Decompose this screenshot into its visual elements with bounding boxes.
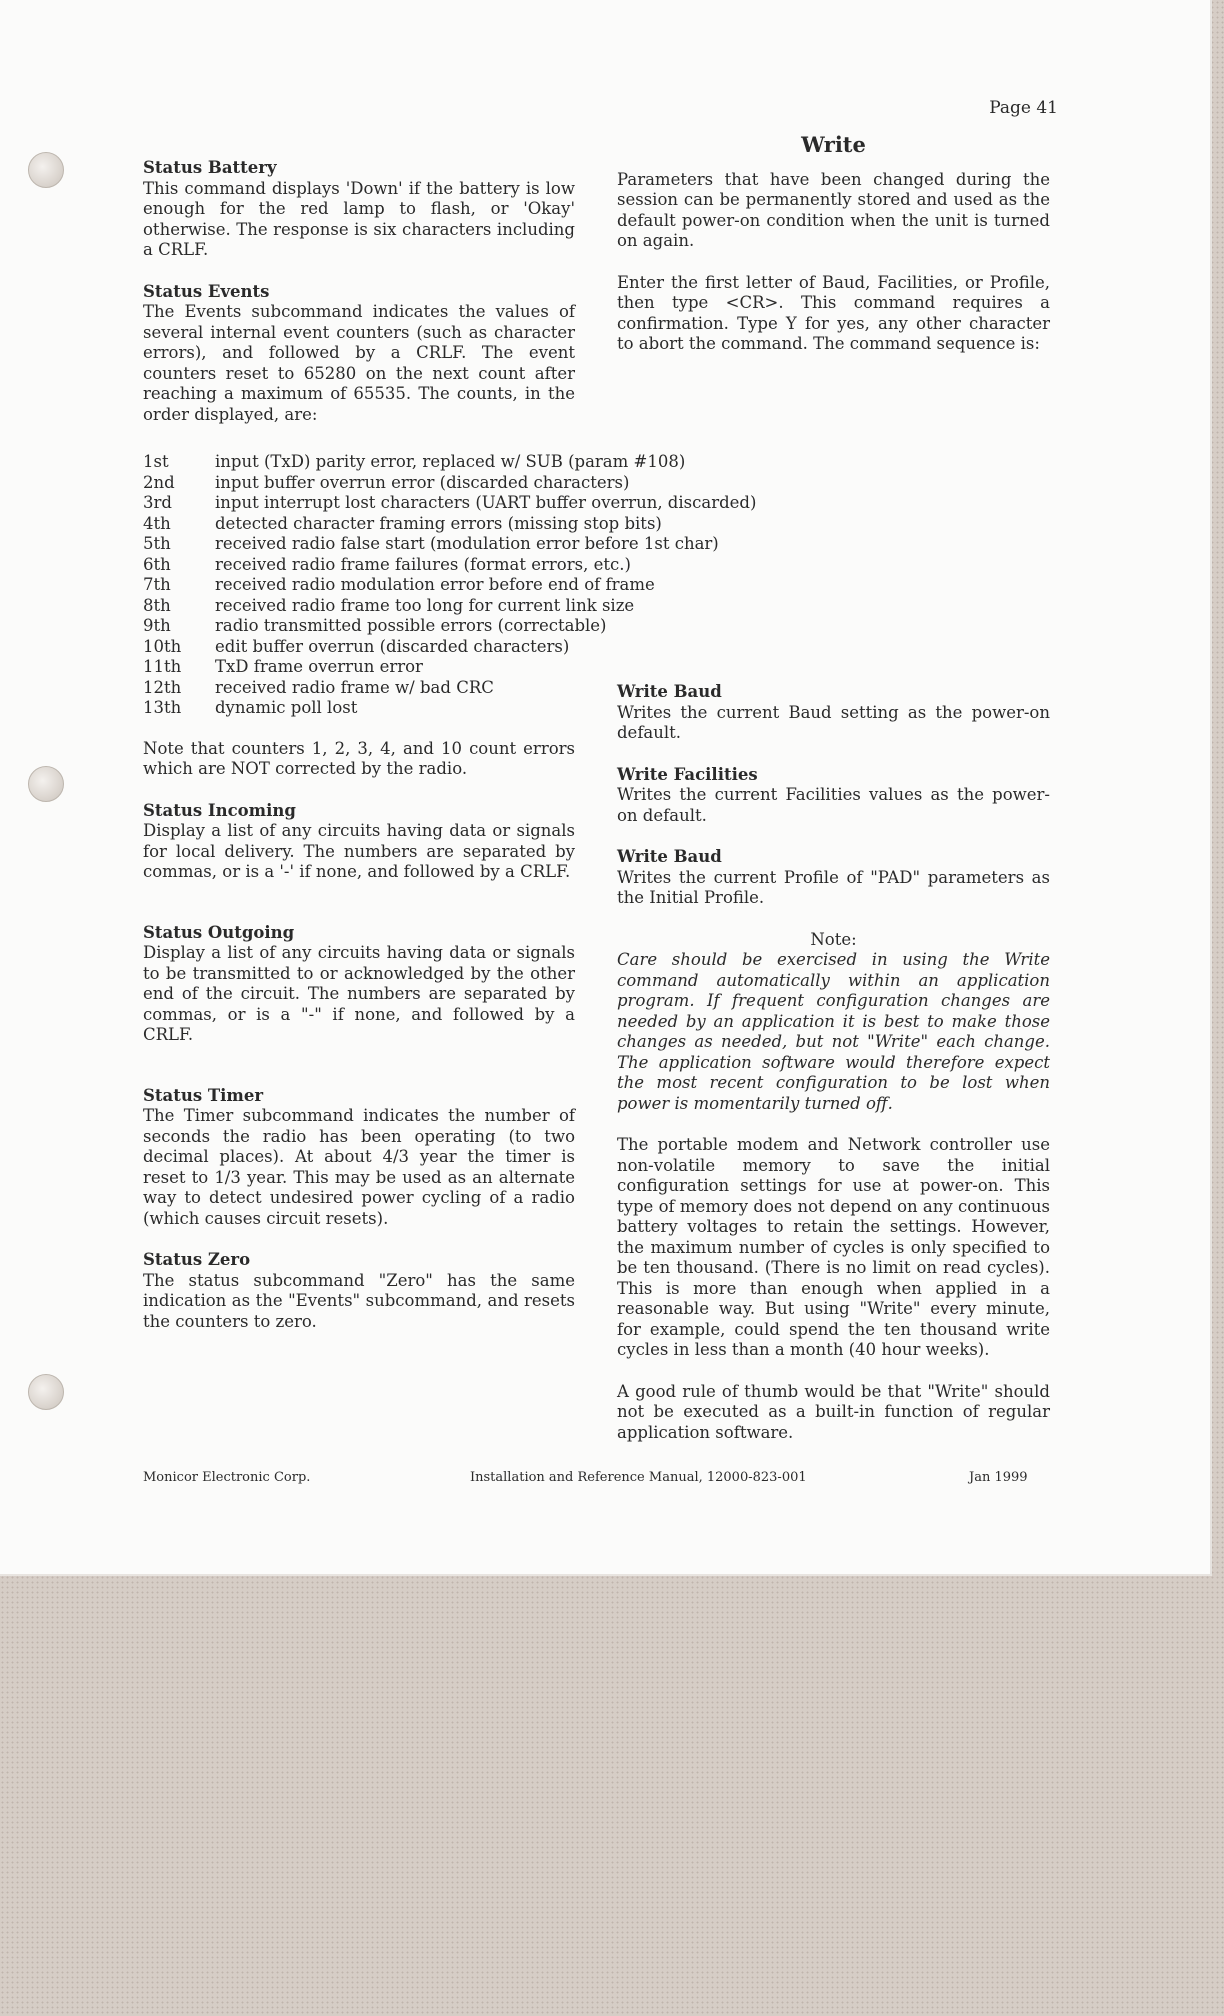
note-text: Care should be exercised in using the Write command automatically within an application program. If frequent configuration changes are needed by an application it is best to make those changes as needed, but not "Write" each change. The application software would therefore expect the most recent configuration to be lost when power is momentarily turned off. [617, 950, 1050, 1113]
list-item-text: input (TxD) parity error, replaced w/ SUB (param #108) [215, 452, 686, 471]
left-lower-column [143, 739, 575, 1333]
status-events-text: The Events subcommand indicates the values of several internal event counters (such as character errors), and followed by a CRLF. The event counters reset to 65280 on the next count after reaching a maximum of 65535. The counts, in the order displayed, are: [143, 302, 575, 424]
footer-date: Jan 1999 [969, 1470, 1028, 1485]
list-item-ordinal: 9th [143, 616, 171, 635]
write-facilities-heading: Write Facilities [617, 764, 758, 784]
status-battery-section [143, 158, 575, 261]
status-incoming-section [143, 801, 575, 883]
list-item [143, 596, 783, 617]
status-events-section [143, 282, 575, 426]
list-item [143, 637, 783, 658]
list-item [143, 514, 783, 535]
list-item [143, 534, 783, 555]
write-instructions: Enter the first letter of Baud, Facilities, or Profile, then type <CR>. This command requires a confirmation. Type Y for yes, any other character to abort the command. The command sequence is: [617, 272, 1050, 353]
left-column [143, 158, 575, 446]
list-item-ordinal: 5th [143, 534, 171, 553]
right-lower-column [617, 682, 1050, 1464]
list-item-text: received radio modulation error before end of frame [215, 575, 655, 594]
list-item [143, 657, 783, 678]
list-item-text: detected character framing errors (missing stop bits) [215, 513, 662, 533]
page-number: Page 41 [989, 98, 1058, 118]
status-events-heading: Status Events [143, 281, 270, 301]
footer-manual: Installation and Reference Manual, 12000-823-001 [470, 1470, 807, 1485]
list-item-ordinal: 11th [143, 657, 182, 676]
list-item-ordinal: 12th [143, 677, 182, 697]
write-facilities-text: Writes the current Facilities values as the power-on default. [617, 785, 1050, 825]
list-item-ordinal: 3rd [143, 493, 172, 512]
note-title: Note: [810, 929, 857, 949]
status-zero-heading: Status Zero [143, 1250, 251, 1269]
list-item-ordinal: 6th [143, 554, 171, 574]
footer-company: Monicor Electronic Corp. [143, 1470, 311, 1485]
list-item-text: received radio frame w/ bad CRC [215, 677, 494, 697]
list-item-text: dynamic poll lost [215, 698, 358, 717]
list-item [143, 555, 783, 576]
list-item-ordinal: 7th [143, 575, 171, 594]
write-baud-text: Writes the current Baud setting as the power-on default. [617, 702, 1050, 742]
status-battery-text: This command displays 'Down' if the battery is low enough for the red lamp to flash, or 'Okay' otherwise. The response is six characters including a CRLF. [143, 178, 575, 259]
list-item [143, 575, 783, 596]
list-item [143, 452, 783, 473]
binder-hole-icon [28, 1374, 64, 1410]
list-item-text: TxD frame overrun error [215, 657, 423, 676]
status-outgoing-section [143, 923, 575, 1046]
status-zero-text: The status subcommand "Zero" has the same indication as the "Events" subcommand, and resets the counters to zero. [143, 1270, 575, 1331]
list-item-ordinal: 1st [143, 452, 169, 471]
status-zero-section [143, 1250, 575, 1332]
binder-hole-icon [28, 766, 64, 802]
list-item-text: radio transmitted possible errors (correctable) [215, 616, 607, 635]
status-timer-heading: Status Timer [143, 1085, 264, 1105]
list-item-text: input interrupt lost characters (UART buffer overrun, discarded) [215, 493, 757, 512]
list-item-ordinal: 8th [143, 595, 171, 615]
list-item-ordinal: 4th [143, 513, 171, 533]
list-item [143, 493, 783, 514]
list-item [143, 473, 783, 494]
write-baud-heading: Write Baud [617, 682, 722, 701]
status-incoming-heading: Status Incoming [143, 800, 296, 820]
list-item-text: received radio frame failures (format errors, etc.) [215, 554, 631, 574]
status-timer-text: The Timer subcommand indicates the number of seconds the radio has been operating (to two decimal places). At about 4/3 year the timer is reset to 1/3 year. This may be used as an alternate way to detect undesired power cycling of a radio (which causes circuit resets). [143, 1106, 575, 1228]
status-incoming-text: Display a list of any circuits having data or signals for local delivery. The numbers are separated by commas, or is a '-' if none, and followed by a CRLF. [143, 821, 575, 881]
write-profile-text: Writes the current Profile of "PAD" parameters as the Initial Profile. [617, 867, 1050, 907]
list-item-text: edit buffer overrun (discarded characters) [215, 636, 570, 656]
list-item-ordinal: 10th [143, 636, 182, 656]
list-item-ordinal: 2nd [143, 472, 175, 492]
list-item-text: received radio false start (modulation error before 1st char) [215, 534, 719, 553]
status-outgoing-text: Display a list of any circuits having data or signals to be transmitted to or acknowledged by the other end of the circuit. The numbers are separated by commas, or is a "-" if none, and followed by a CRLF. [143, 943, 575, 1044]
status-battery-heading: Status Battery [143, 158, 277, 177]
counters-note: Note that counters 1, 2, 3, 4, and 10 count errors which are NOT corrected by the radio. [143, 738, 575, 778]
list-item-ordinal: 13th [143, 698, 182, 717]
write-profile-heading: Write Baud [617, 847, 722, 866]
status-outgoing-heading: Status Outgoing [143, 922, 295, 942]
list-item-text: input buffer overrun error (discarded characters) [215, 472, 630, 492]
list-item-text: received radio frame too long for current link size [215, 595, 635, 615]
status-timer-section [143, 1086, 575, 1230]
memory-text: The portable modem and Network controller use non-volatile memory to save the initial configuration settings for use at power-on. This type of memory does not depend on any continuous battery voltages to retain the settings. However, the maximum number of cycles is only specified to be ten thousand. (There is no limit on read cycles). This is more than enough when applied in a reasonable way. But using "Write" every minute, for example, could spend the ten thousand write cycles in less than a month (40 hour weeks). [617, 1135, 1050, 1359]
write-baud-section [617, 682, 1050, 744]
list-item [143, 616, 783, 637]
page-title: Write [801, 132, 866, 157]
right-column [617, 132, 1050, 376]
binder-hole-icon [28, 152, 64, 188]
write-facilities-section [617, 765, 1050, 827]
write-profile-section [617, 847, 1050, 909]
rule-of-thumb-text: A good rule of thumb would be that "Write" should not be executed as a built-in function of regular application software. [617, 1381, 1050, 1442]
write-intro: Parameters that have been changed during the session can be permanently stored and used as the default power-on condition when the unit is turned on again. [617, 169, 1050, 250]
